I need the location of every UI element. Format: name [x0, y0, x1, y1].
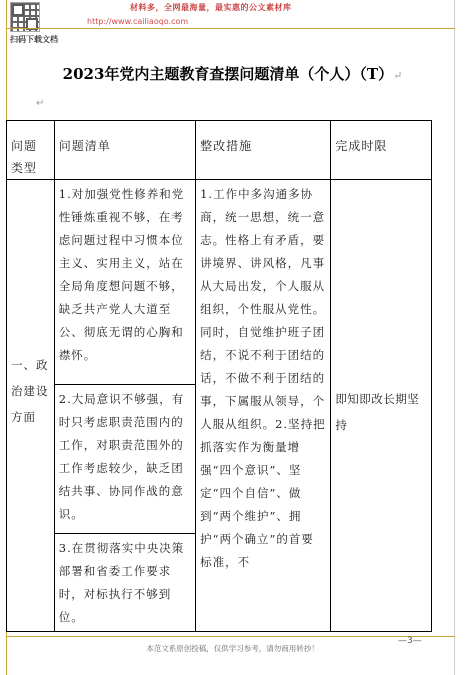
header-url-link[interactable]: http://www.cailiaoqo.com	[87, 17, 189, 26]
header-cell: 整改措施	[196, 121, 331, 180]
right-margin-line	[454, 0, 455, 675]
header-cell: 问题清单	[54, 121, 195, 180]
deadline-cell	[331, 180, 432, 632]
page-number: —3—	[398, 636, 422, 646]
footer-divider	[6, 636, 455, 637]
category-text: 一、政治建设方面	[11, 358, 49, 424]
scan-download-label[interactable]: 扫码下载文档	[10, 35, 58, 44]
title-text: 2023年党内主题教育查摆问题清单（个人）（T）	[62, 65, 394, 83]
measures-cell	[196, 180, 331, 632]
paragraph-mark-icon: ↵	[393, 69, 403, 82]
problem-table	[6, 120, 432, 632]
table-row	[7, 180, 432, 632]
problems-cell	[54, 180, 195, 632]
deadline-text: 即知即改长期坚持	[335, 392, 420, 432]
document-title	[0, 63, 465, 84]
header-cell: 完成时限	[331, 121, 432, 180]
table-header-row	[7, 121, 432, 180]
category-cell	[7, 180, 55, 632]
measures-text: 1.工作中多沟通多协商，统一思想，统一意志。性格上有矛盾，要讲境界、讲风格，凡事从大局出发，个人服从组织，个性服从党性。同时，自觉维护班子团结，不说不利于团结的话，不做不利于团结的事，下属服从领导，个人服从组织。2.坚持把抓落实作为衡量增强“四个意识”、坚定“四个自信”、做到“两个维护”、拥护“两个确立”的首要标准，不	[200, 187, 326, 569]
header-cell: 问题类型	[7, 121, 55, 180]
footer-note: 本范文系原创投稿，仅供学习参考，请勿商用转抄！	[146, 644, 319, 653]
header-slogan: 材料多，全网最海量，最实惠的公文素材库	[130, 3, 292, 12]
page-number-value: 3	[407, 636, 413, 646]
problem-item: 3.在贯彻落实中央决策部署和省委工作要求时，对标执行不够到位。	[58, 541, 185, 624]
problem-item: 2.大局意识不够强，有时只考虑职责范围内的工作，对职责范围外的工作考虑较少，缺乏团结共事、协同作战的意识。	[55, 385, 195, 534]
problem-item: 1.对加强党性修养和党性锤炼重视不够，在考虑问题过程中习惯本位主义、实用主义，站在全局角度想问题不够，缺乏共产党人大道至公、彻底无谓的心胸和襟怀。	[55, 180, 195, 385]
paragraph-mark-icon: ↵	[36, 98, 45, 109]
header-divider	[6, 28, 455, 29]
